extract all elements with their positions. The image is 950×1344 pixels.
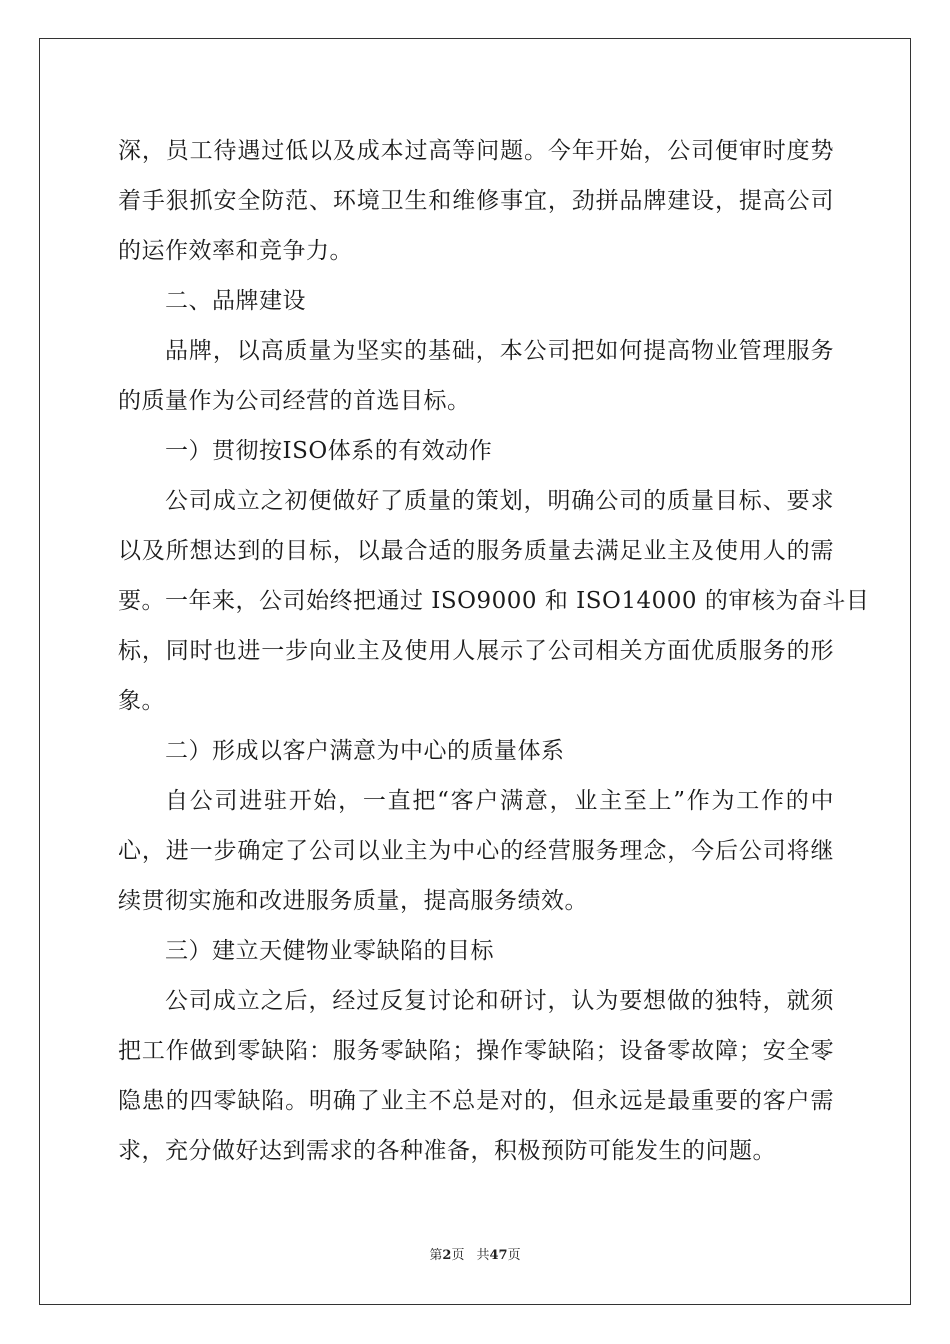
text-line: 自公司进驻开始，一直把“客户满意，业主至上”作为工作的中 (165, 788, 834, 814)
text-line: 二、品牌建设 (165, 288, 306, 314)
text-line: 二）形成以客户满意为中心的质量体系 (165, 738, 565, 764)
document-body (118, 126, 870, 1176)
text-line: 三）建立天健物业零缺陷的目标 (165, 938, 494, 964)
text-line: 以及所想达到的目标，以最合适的服务质量去满足业主及使用人的需 (118, 538, 834, 564)
total-pages: 47 (489, 1248, 508, 1263)
text-line: 象。 (118, 688, 165, 714)
text-line: 公司成立之初便做好了质量的策划，明确公司的质量目标、要求 (165, 488, 834, 514)
text-line: 深，员工待遇过低以及成本过高等问题。今年开始，公司便审时度势 (118, 138, 834, 164)
text-line: 续贯彻实施和改进服务质量，提高服务绩效。 (118, 888, 588, 914)
text-line: 把工作做到零缺陷：服务零缺陷；操作零缺陷；设备零故障；安全零 (118, 1038, 834, 1064)
page-footer (0, 1246, 950, 1266)
page-number-suffix: 页 (451, 1248, 465, 1263)
text-line: 公司成立之后，经过反复讨论和研讨，认为要想做的独特，就须 (165, 988, 834, 1014)
text-line: 求，充分做好达到需求的各种准备，积极预防可能发生的问题。 (118, 1138, 776, 1164)
text-line: 着手狠抓安全防范、环境卫生和维修事宜，劲拼品牌建设，提高公司 (118, 188, 834, 214)
text-line: 品牌，以高质量为坚实的基础，本公司把如何提高物业管理服务 (165, 338, 834, 364)
text-line: 心，进一步确定了公司以业主为中心的经营服务理念，今后公司将继 (118, 838, 834, 864)
text-line: 的质量作为公司经营的首选目标。 (118, 388, 471, 414)
total-pages-suffix: 页 (507, 1248, 521, 1263)
total-pages-prefix: 共 (476, 1248, 490, 1263)
page-number: 2 (442, 1248, 452, 1263)
text-line: 标，同时也进一步向业主及使用人展示了公司相关方面优质服务的形 (118, 638, 834, 664)
text-line: 隐患的四零缺陷。明确了业主不总是对的，但永远是最重要的客户需 (118, 1088, 834, 1114)
text-line: 要。一年来，公司始终把通过 ISO9000 和 ISO14000 的审核为奋斗目 (118, 588, 870, 614)
text-line: 的运作效率和竞争力。 (118, 238, 353, 264)
text-line: 一）贯彻按ISO体系的有效动作 (165, 438, 493, 464)
page-number-prefix: 第 (429, 1248, 443, 1263)
